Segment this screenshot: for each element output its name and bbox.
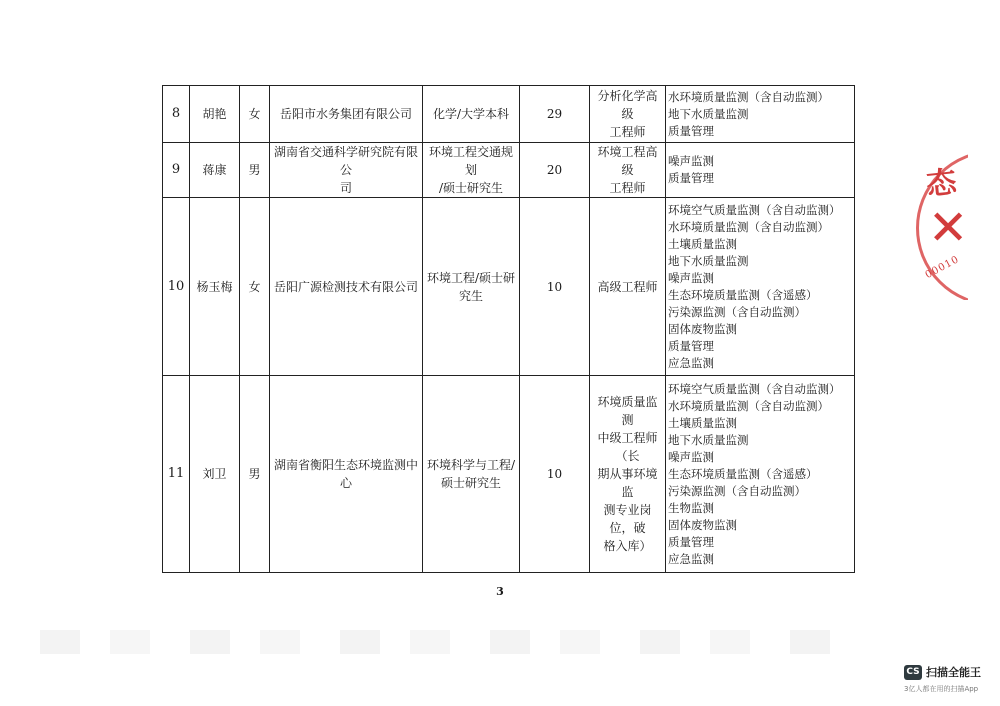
directions-cell-line: 地下水质量监测 xyxy=(668,432,749,447)
directions-cell-line: 土壤质量监测 xyxy=(668,236,737,251)
education-cell-line: 化学/大学本科 xyxy=(432,107,510,121)
title-cell-line: 分析化学高级 xyxy=(597,89,658,121)
title-cell-line: 中级工程师（长 xyxy=(597,431,658,463)
organization-cell: 岳阳广源检测技术有限公司 xyxy=(270,198,423,376)
organization-cell xyxy=(270,143,423,198)
directions-cell-line: 固体废物监测 xyxy=(668,517,737,532)
directions-cell-line: 质量管理 xyxy=(668,123,714,138)
table-row xyxy=(163,86,855,143)
directions-cell-line: 水环境质量监测（含自动监测） xyxy=(668,219,829,234)
name-cell: 刘卫 xyxy=(190,376,240,573)
table-row xyxy=(163,376,855,573)
watermark-tagline: 3亿人都在用的扫描App xyxy=(904,685,979,693)
title-cell-line: 格入库） xyxy=(603,539,652,553)
gender-cell: 男 xyxy=(240,376,270,573)
directions-cell xyxy=(666,143,855,198)
education-cell-line: 究生 xyxy=(458,288,483,303)
organization-cell-line: 司 xyxy=(339,181,352,195)
directions-cell xyxy=(666,198,855,376)
directions-cell-line: 质量管理 xyxy=(668,338,714,353)
directions-cell-line: 地下水质量监测 xyxy=(668,106,749,121)
name-cell: 蒋康 xyxy=(190,143,240,198)
directions-cell-line: 噪声监测 xyxy=(668,449,714,464)
page-number: 3 xyxy=(496,585,504,598)
official-seal-stamp: 态 ✕ 00010 xyxy=(908,150,968,300)
name-cell: 胡艳 xyxy=(190,86,240,143)
gender-cell: 男 xyxy=(240,143,270,198)
directions-cell-line: 应急监测 xyxy=(668,551,714,566)
directions-cell-line: 污染源监测（含自动监测） xyxy=(668,483,806,498)
directions-cell-line: 应急监测 xyxy=(668,355,714,370)
years-cell: 10 xyxy=(520,198,590,376)
directions-cell-line: 质量管理 xyxy=(668,534,714,549)
directions-cell-line: 水环境质量监测（含自动监测） xyxy=(668,89,829,104)
directions-cell xyxy=(666,86,855,143)
directions-cell-line: 水环境质量监测（含自动监测） xyxy=(668,398,829,413)
organization-cell: 岳阳市水务集团有限公司 xyxy=(270,86,423,143)
expert-roster-table xyxy=(162,85,855,573)
directions-cell-line: 环境空气质量监测（含自动监测） xyxy=(668,202,841,217)
title-cell-line: 工程师 xyxy=(609,181,646,195)
directions-cell-line: 土壤质量监测 xyxy=(668,415,737,430)
education-cell xyxy=(423,198,520,376)
table-row xyxy=(163,198,855,376)
years-cell: 10 xyxy=(520,376,590,573)
education-cell xyxy=(423,376,520,573)
title-cell-line: 高级工程师 xyxy=(597,279,658,294)
organization-cell-line: 湖南省交通科学研究院有限公 xyxy=(273,145,418,177)
row-number-cell: 11 xyxy=(163,376,190,573)
name-cell: 杨玉梅 xyxy=(190,198,240,376)
directions-cell-line: 生态环境质量监测（含遥感） xyxy=(668,466,818,481)
gender-cell: 女 xyxy=(240,86,270,143)
directions-cell-line: 噪声监测 xyxy=(668,154,714,168)
row-number-cell: 8 xyxy=(163,86,190,143)
title-cell xyxy=(590,86,666,143)
title-cell-line: 测专业岗位，破 xyxy=(603,503,652,535)
scan-artifact xyxy=(40,630,840,654)
education-cell-line: 环境工程/硕士研 xyxy=(426,270,516,285)
scanner-watermark xyxy=(898,665,998,705)
years-cell: 20 xyxy=(520,143,590,198)
education-cell xyxy=(423,86,520,143)
title-cell xyxy=(590,198,666,376)
directions-cell-line: 环境空气质量监测（含自动监测） xyxy=(668,381,841,396)
title-cell xyxy=(590,143,666,198)
directions-cell-line: 质量管理 xyxy=(668,171,714,185)
directions-cell-line: 生态环境质量监测（含遥感） xyxy=(668,287,818,302)
title-cell-line: 工程师 xyxy=(609,125,646,139)
title-cell-line: 环境工程高级 xyxy=(597,145,658,177)
gender-cell: 女 xyxy=(240,198,270,376)
directions-cell-line: 生物监测 xyxy=(668,500,714,515)
education-cell-line: 环境科学与工程/ xyxy=(426,458,516,472)
directions-cell-line: 地下水质量监测 xyxy=(668,253,749,268)
education-cell-line: /硕士研究生 xyxy=(438,181,504,195)
title-cell xyxy=(590,376,666,573)
title-cell-line: 期从事环境监 xyxy=(597,467,658,499)
row-number-cell: 10 xyxy=(163,198,190,376)
directions-cell-line: 固体废物监测 xyxy=(668,321,737,336)
table-row xyxy=(163,143,855,198)
education-cell-line: 环境工程交通规划 xyxy=(428,145,513,177)
education-cell-line: 硕士研究生 xyxy=(440,476,501,490)
directions-cell-line: 污染源监测（含自动监测） xyxy=(668,304,806,319)
title-cell-line: 环境质量监测 xyxy=(597,395,658,427)
directions-cell xyxy=(666,376,855,573)
camscanner-logo-icon: CS xyxy=(904,665,922,680)
watermark-app-name: 扫描全能王 xyxy=(926,666,981,679)
row-number-cell: 9 xyxy=(163,143,190,198)
years-cell: 29 xyxy=(520,86,590,143)
directions-cell-line: 噪声监测 xyxy=(668,270,714,285)
education-cell xyxy=(423,143,520,198)
organization-cell: 湖南省衡阳生态环境监测中心 xyxy=(270,376,423,573)
